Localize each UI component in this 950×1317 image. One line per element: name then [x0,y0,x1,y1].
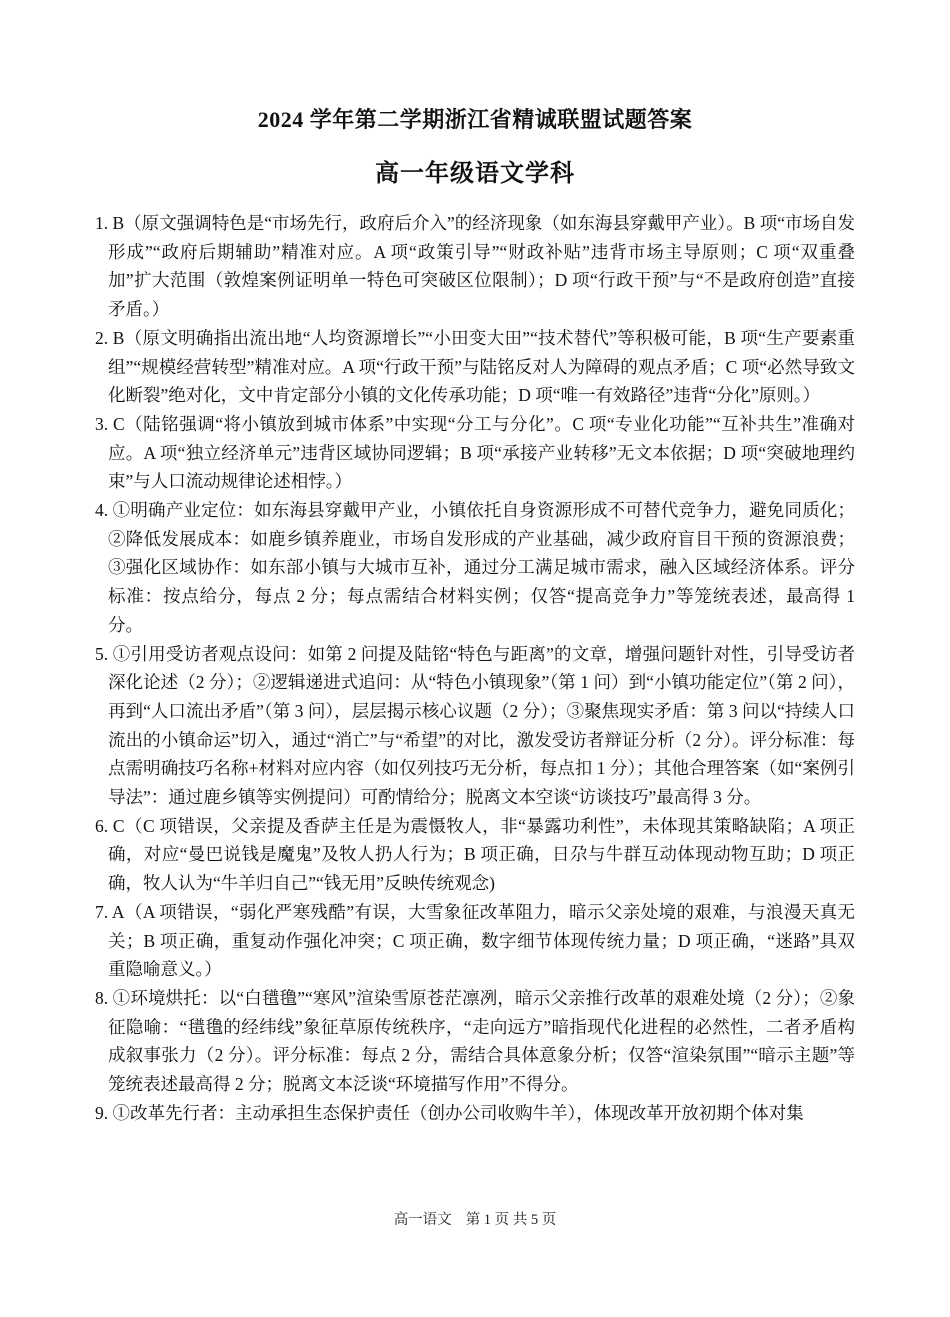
document-title: 2024 学年第二学期浙江省精诚联盟试题答案 [257,107,693,132]
answer-item-8: 8. ①环境烘托：以“白氆氇”“寒风”渲染雪原苍茫凛冽，暗示父亲推行改革的艰难处境（2 分）；②象征隐喻：“氆氇的经纬线”象征草原传统秩序，“走向远方”暗指现代化进程的必然性，二者矛盾构成叙事张力（2 分）。评分标准：每点 2 分，需结合具体意象分析；仅答“渲染氛围”“暗示主题”等笼统表述最高得 2 分；脱离文本泛谈“环境描写作用”不得分。 [95,987,855,1095]
answer-item-9: 9. ①改革先行者：主动承担生态保护责任（创办公司收购牛羊），体现改革开放初期个体对集 [95,1102,804,1123]
footer-course-label: 高一语文 [393,1212,452,1228]
answer-item-5: 5. ①引用受访者观点设问：如第 2 问提及陆铭“特色与距离”的文章，增强问题针对性，引导受访者深化论述（2 分）；②逻辑递进式追问：从“特色小镇现象”（第 1 问）到“小镇功能定位”（第 2 问），再到“人口流出矛盾”（第 3 问），层层揭示核心议题（2 分）；③聚焦现实矛盾：第 3 问以“持续人口流出的小镇命运”切入，通过“消亡”与“希望”的对比，激发受访者辩证分析（2 分）。评分标准：每点需明确技巧名称+材料对应内容（如仅列技巧无分析，每点扣 1 分）；其他合理答案（如“案例引导法”：通过鹿乡镇等实例提问）可酌情给分；脱离文本空谈“访谈技巧”最高得 3 分。 [95,643,855,808]
answer-item-6: 6. C（C 项错误，父亲提及香萨主任是为震慑牧人，非“暴露功利性”，未体现其策略缺陷；A 项正确，对应“曼巴说钱是魔鬼”及牧人扔人行为；B 项正确，日尕与牛群互动体现动物互助；D 项正确，牧人认为“牛羊归自己”“钱无用”反映传统观念) [95,815,855,894]
answer-item-2: 2. B（原文明确指出流出地“人均资源增长”“小田变大田”“技术替代”等积极可能，B 项“生产要素重组”“规模经营转型”精准对应。A 项“行政干预”与陆铭反对人为障碍的观点矛盾；C 项“必然导致文化断裂”绝对化，文中肯定部分小镇的文化传承功能；D 项“唯一有效路径”违背“分化”原则。） [95,327,855,406]
page-footer [0,1210,950,1230]
answers-list [95,209,855,1128]
footer-page-number: 第 1 页 共 5 页 [465,1212,557,1228]
answer-item-4: 4. ①明确产业定位：如东海县穿戴甲产业，小镇依托自身资源形成不可替代竞争力，避免同质化；②降低发展成本：如鹿乡镇养鹿业，市场自发形成的产业基础，减少政府盲目干预的资源浪费；③强化区域协作：如东部小镇与大城市互补，通过分工满足城市需求，融入区域经济体系。评分标准：按点给分，每点 2 分；每点需结合材料实例；仅答“提高竞争力”等笼统表述，最高得 1 分。 [95,500,855,635]
answer-item-3: 3. C（陆铭强调“将小镇放到城市体系”中实现“分工与分化”。C 项“专业化功能”“互补共生”准确对应。A 项“独立经济单元”违背区域协同逻辑；B 项“承接产业转移”无文本依据；D 项“突破地理约束”与人口流动规律论述相悖。） [95,413,855,492]
document-subtitle: 高一年级语文学科 [375,161,575,187]
answer-item-7: 7. A（A 项错误，“弱化严寒残酷”有误，大雪象征改革阻力，暗示父亲处境的艰难，与浪漫天真无关；B 项正确，重复动作强化冲突；C 项正确，数字细节体现传统力量；D 项正确，“迷路”具双重隐喻意义。） [95,901,855,980]
answer-item-1: 1. B（原文强调特色是“市场先行，政府后介入”的经济现象（如东海县穿戴甲产业）。B 项“市场自发形成”“政府后期辅助”精准对应。A 项“政策引导”“财政补贴”违背市场主导原则；C 项“双重叠加”扩大范围（敦煌案例证明单一特色可突破区位限制）；D 项“行政干预”与“不是政府创造”直接矛盾。） [95,213,855,320]
